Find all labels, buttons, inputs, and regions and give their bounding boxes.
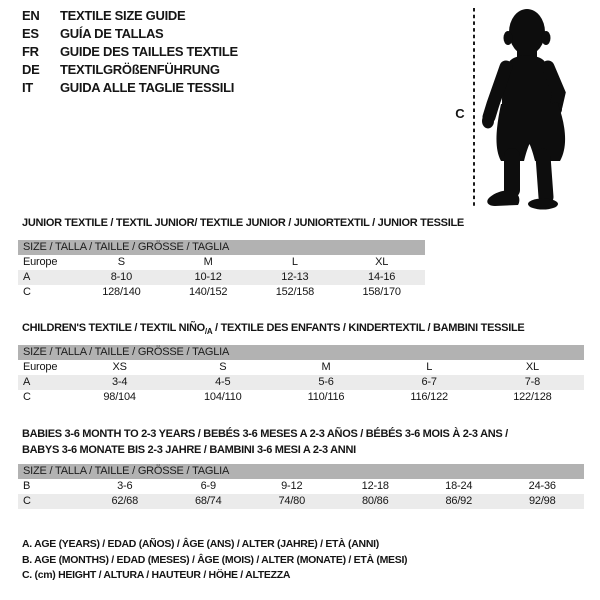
junior-table — [18, 255, 425, 300]
cell-value: 18-24 — [445, 480, 473, 492]
height-measure-line — [472, 8, 476, 208]
cell-value: 158/170 — [362, 286, 401, 298]
table-row — [18, 494, 584, 509]
cell-value: 80/86 — [361, 495, 389, 507]
lang-title: GUIDE DES TAILLES TEXTILE — [60, 44, 238, 59]
cell-value: 62/68 — [111, 495, 139, 507]
cell-value: M — [321, 361, 331, 373]
toddler-silhouette-icon — [482, 4, 600, 216]
table-row — [18, 479, 584, 494]
cell-value: 122/128 — [513, 391, 552, 403]
row-label: C — [23, 391, 31, 403]
table-row — [18, 285, 425, 300]
row-label: Europe — [23, 361, 58, 373]
cell-value: 14-16 — [368, 271, 396, 283]
babies-title-line2: BABYS 3-6 MONATE BIS 2-3 JAHRE / BAMBINI 3-6 MESI A 2-3 ANNI — [22, 444, 356, 456]
cell-value: 92/98 — [528, 495, 556, 507]
cell-value: 3-6 — [117, 480, 133, 492]
cell-value: 74/80 — [278, 495, 306, 507]
cell-value: 152/158 — [275, 286, 315, 298]
junior-table-title: JUNIOR TEXTILE / TEXTIL JUNIOR/ TEXTILE JUNIOR / JUNIORTEXTIL / JUNIOR TESSILE — [22, 217, 464, 229]
table-row — [18, 360, 584, 375]
footnote-b: B. AGE (MONTHS) / EDAD (MESES) / ÂGE (MOIS) / ALTER (MONATE) / ETÀ (MESI) — [22, 553, 408, 566]
babies-table-title — [22, 426, 508, 458]
children-title-prefix: CHILDREN'S TEXTILE / TEXTIL NIÑO — [22, 322, 205, 334]
size-header-band: SIZE / TALLA / TAILLE / GRÖSSE / TAGLIA — [18, 240, 425, 255]
row-label: A — [23, 271, 31, 283]
cell-value: 86/92 — [445, 495, 473, 507]
cell-value: 140/152 — [188, 286, 228, 298]
cell-value: 116/122 — [410, 391, 448, 403]
lang-title: TEXTILGRÖßENFÜHRUNG — [60, 62, 220, 77]
children-size-table — [18, 345, 584, 405]
lang-code: FR — [22, 44, 39, 59]
size-header-band: SIZE / TALLA / TAILLE / GRÖSSE / TAGLIA — [18, 464, 584, 479]
babies-title-line1: BABIES 3-6 MONTH TO 2-3 YEARS / BEBÉS 3-6 MESES A 2-3 AÑOS / BÉBÉS 3-6 MOIS À 2-3 ANS / — [22, 428, 508, 440]
cell-value: 128/140 — [102, 286, 141, 298]
cell-value: L — [291, 256, 298, 268]
lang-title: GUÍA DE TALLAS — [60, 26, 164, 41]
cell-value: 10-12 — [194, 271, 222, 283]
cell-value: 7-8 — [524, 376, 541, 388]
table-row — [18, 255, 425, 270]
cell-value: 12-18 — [361, 480, 389, 492]
cell-value: 6-7 — [421, 376, 437, 388]
cell-value: 3-4 — [111, 376, 128, 388]
cell-value: M — [203, 256, 213, 268]
table-row — [18, 270, 425, 285]
cell-value: S — [219, 361, 227, 373]
cell-value: 98/104 — [103, 391, 136, 403]
row-label: B — [23, 480, 31, 492]
lang-code: EN — [22, 8, 40, 23]
cell-value: XL — [375, 256, 389, 268]
cell-value: XL — [525, 361, 539, 373]
cell-value: 24-36 — [528, 480, 556, 492]
children-title-sub: /A — [204, 327, 213, 337]
children-table — [18, 360, 584, 405]
cell-value: 9-12 — [281, 480, 303, 492]
row-label: Europe — [23, 256, 58, 268]
cell-value: 4-5 — [215, 376, 231, 388]
cell-value: S — [117, 256, 125, 268]
junior-size-table — [18, 240, 425, 300]
lang-code: IT — [22, 80, 33, 95]
lang-title: TEXTILE SIZE GUIDE — [60, 8, 186, 23]
lang-code: ES — [22, 26, 39, 41]
cell-value: 5-6 — [318, 376, 334, 388]
cell-value: 12-13 — [281, 271, 309, 283]
table-row — [18, 375, 584, 390]
children-title-suffix: / TEXTILE DES ENFANTS / KINDERTEXTIL / BAMBINI TESSILE — [212, 322, 525, 334]
cell-value: XS — [112, 361, 127, 373]
language-list — [22, 7, 238, 97]
row-label: C — [23, 495, 31, 507]
cell-value: 104/110 — [204, 391, 242, 403]
cell-value: 6-9 — [200, 480, 216, 492]
lang-code: DE — [22, 62, 40, 77]
babies-table — [18, 479, 584, 509]
cell-value: 68/74 — [194, 495, 222, 507]
babies-size-table — [18, 464, 584, 509]
footnote-c: C. (cm) HEIGHT / ALTURA / HAUTEUR / HÖHE / ALTEZZA — [22, 569, 291, 581]
footnotes — [22, 537, 407, 584]
row-label: A — [23, 376, 31, 388]
row-label: C — [23, 286, 31, 298]
footnote-a: A. AGE (YEARS) / EDAD (AÑOS) / ÂGE (ANS) / ALTER (JAHRE) / ETÀ (ANNI) — [22, 538, 379, 550]
lang-title: GUIDA ALLE TAGLIE TESSILI — [60, 80, 235, 95]
cell-value: 110/116 — [307, 391, 345, 403]
cell-value: 8-10 — [110, 271, 132, 283]
table-row — [18, 390, 584, 405]
size-header-band: SIZE / TALLA / TAILLE / GRÖSSE / TAGLIA — [18, 345, 584, 360]
children-table-title — [22, 320, 524, 340]
cell-value: L — [426, 361, 433, 373]
height-label: C — [455, 106, 465, 121]
